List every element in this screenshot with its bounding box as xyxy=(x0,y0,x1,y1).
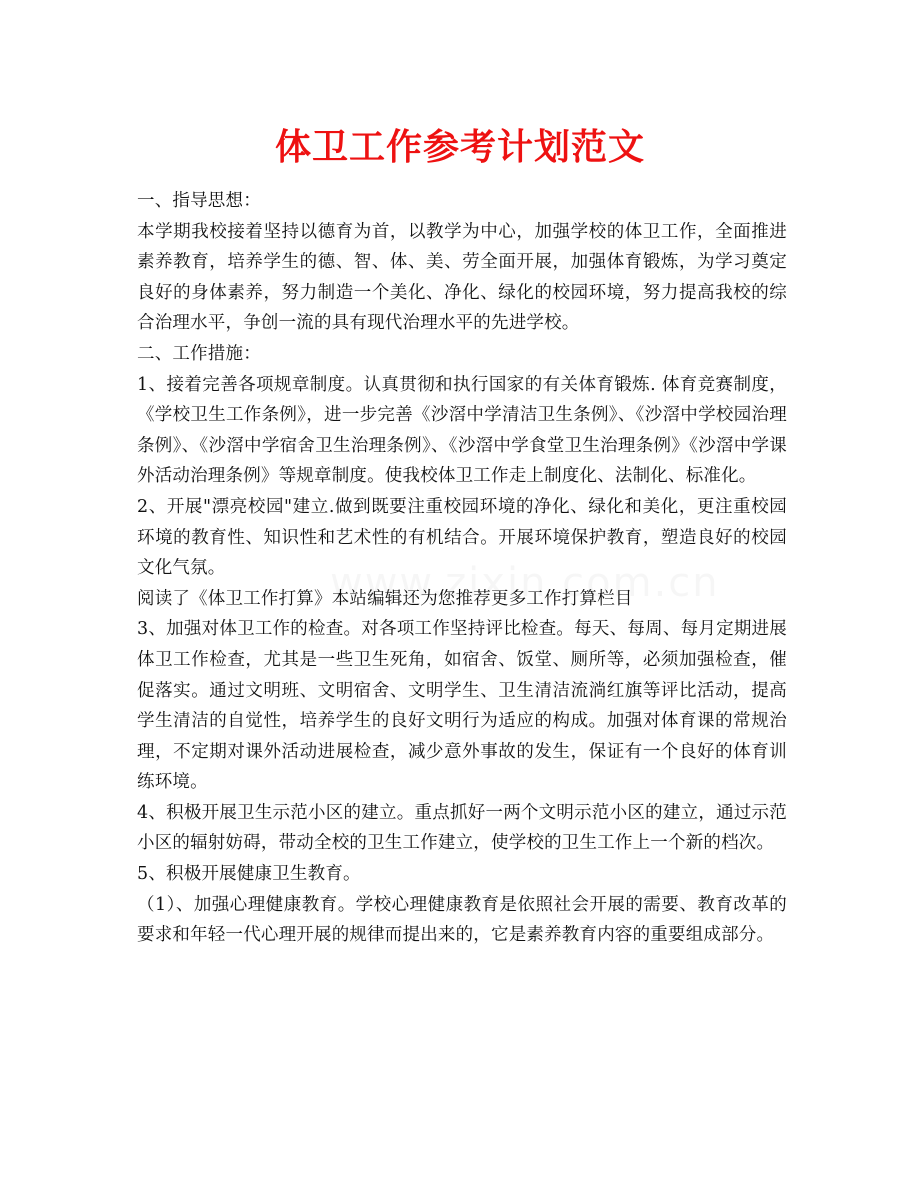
document-title: 体卫工作参考计划范文 xyxy=(274,127,645,168)
document-body xyxy=(137,186,787,951)
paragraph-measure-5: 5、积极开展健康卫生教育。 xyxy=(137,864,361,885)
paragraph-measure-2: 2、开展"漂亮校园"建立.做到既要注重校园环境的净化、绿化和美化，更注重校园环境的教育性、知识性和艺术性的有机结合。开展环境保护教育，塑造良好的校园文化气氛。 xyxy=(137,496,787,579)
paragraph-measure-1: 1、接着完善各项规章制度。认真贯彻和执行国家的有关体育锻炼. 体育竞赛制度，《学校卫生工作条例》，进一步完善《沙滘中学清洁卫生条例》、《沙滘中学校园治理条例》、《沙滘中学宿舍卫生治理条例》、《沙滘中学食堂卫生治理条例》《沙滘中学课外活动治理条例》等规章制度。使我校体卫工作走上制度化、法制化、标准化。 xyxy=(137,374,787,487)
paragraph-measure-4: 4、积极开展卫生示范小区的建立。重点抓好一两个文明示范小区的建立，通过示范小区的辐射妨碍，带动全校的卫生工作建立，使学校的卫生工作上一个新的档次。 xyxy=(137,802,787,854)
paragraph-measure-5-1: （1）、加强心理健康教育。学校心理健康教育是依照社会开展的需要、教育改革的要求和年轻一代心理开展的规律而提出来的，它是素养教育内容的重要组成部分。 xyxy=(137,894,787,946)
paragraph-recommendation-note: 阅读了《体卫工作打算》本站编辑还为您推荐更多工作打算栏目 xyxy=(137,588,633,609)
section-heading-guiding-ideology: 一、指导思想： xyxy=(137,191,261,211)
paragraph-guiding-ideology: 本学期我校接着坚持以德育为首，以教学为中心，加强学校的体卫工作，全面推进素养教育，培养学生的德、智、体、美、劳全面开展，加强体育锻炼，为学习奠定良好的身体素养，努力制造一个美化、净化、绿化的校园环境，努力提高我校的综合治理水平，争创一流的具有现代治理水平的先进学校。 xyxy=(137,221,787,334)
paragraph-measure-3: 3、加强对体卫工作的检查。对各项工作坚持评比检查。每天、每周、每月定期进展体卫工作检查，尤其是一些卫生死角，如宿舍、饭堂、厕所等，必须加强检查，催促落实。通过文明班、文明宿舍、文明学生、卫生清洁流淌红旗等评比活动，提高学生清洁的自觉性，培养学生的良好文明行为适应的构成。加强对体育课的常规治理，不定期对课外活动进展检查，减少意外事故的发生，保证有一个良好的体育训练环境。 xyxy=(137,619,787,793)
section-heading-work-measures: 二、工作措施： xyxy=(137,343,261,364)
